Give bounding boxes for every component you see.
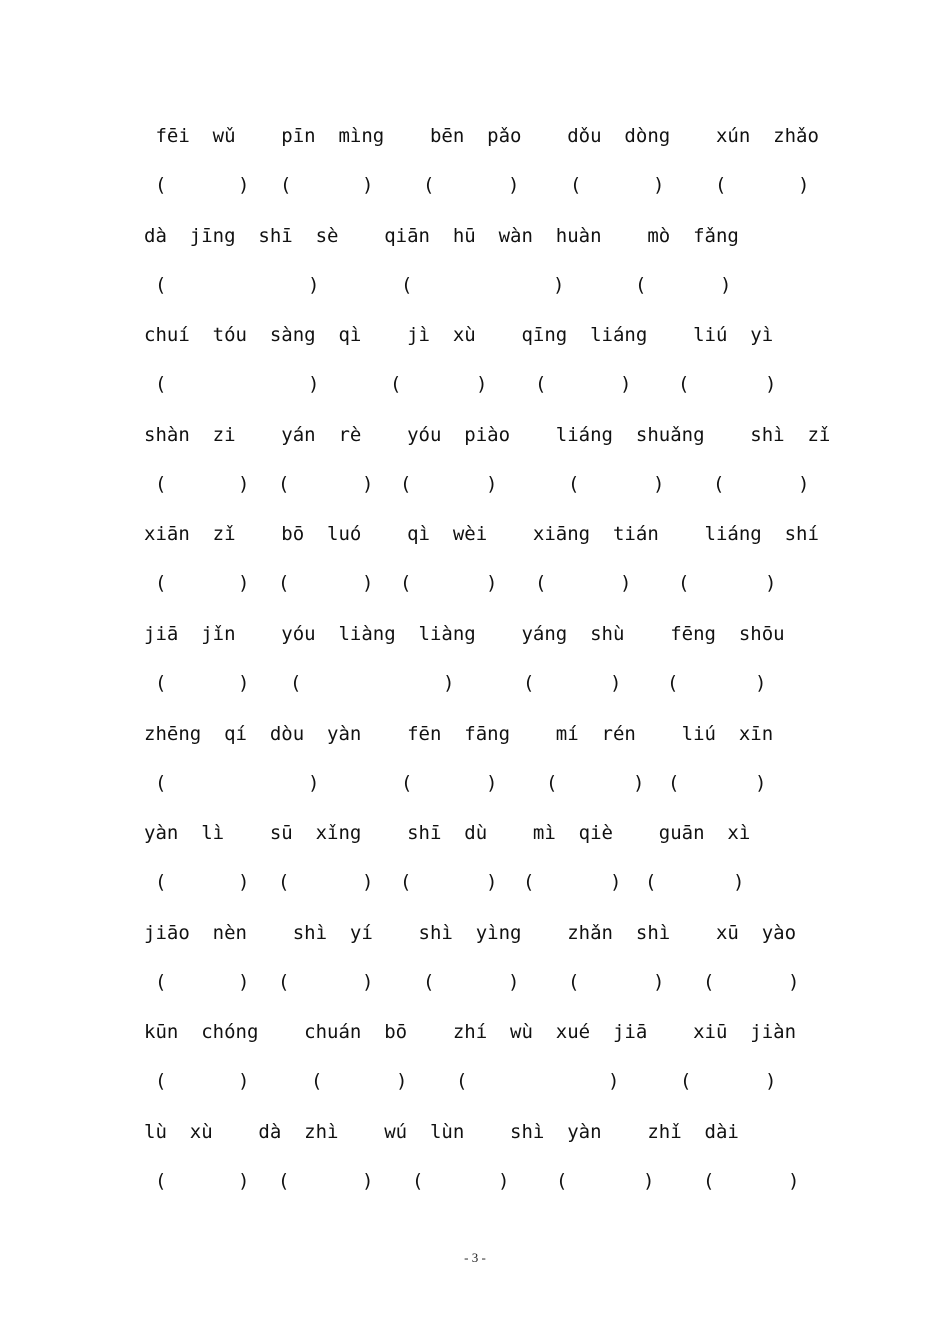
answer-blank[interactable] [400, 870, 498, 894]
open-paren: ( [523, 871, 535, 894]
open-paren: ( [311, 1070, 323, 1093]
close-paren: ) [798, 174, 810, 196]
answer-blank[interactable] [645, 870, 745, 894]
answer-blank[interactable] [678, 372, 777, 396]
close-paren: ) [362, 970, 374, 993]
close-paren: ) [755, 672, 767, 694]
answer-blank[interactable] [715, 173, 810, 197]
open-paren: ( [280, 174, 292, 196]
answer-blank[interactable] [278, 1169, 374, 1193]
open-paren: ( [155, 871, 167, 894]
open-paren: ( [278, 572, 290, 595]
open-paren: ( [678, 572, 690, 595]
open-paren: ( [423, 174, 435, 196]
open-paren: ( [668, 771, 680, 794]
close-paren: ) [308, 771, 320, 794]
pinyin-line: chuí tóu sàng qì jì xù qīng liáng liú yì [144, 324, 774, 347]
close-paren: ) [733, 871, 745, 894]
open-paren: ( [278, 1170, 290, 1192]
close-paren: ) [486, 572, 498, 595]
answer-blank[interactable] [523, 870, 622, 894]
answer-blank[interactable] [680, 1069, 777, 1093]
close-paren: ) [765, 1070, 777, 1093]
answer-blank[interactable] [280, 173, 374, 197]
pinyin-line: kūn chóng chuán bō zhí wù xué jiā xiū jiàn [144, 1021, 797, 1044]
answer-blank[interactable] [401, 771, 498, 795]
close-paren: ) [362, 871, 374, 894]
answer-blank[interactable] [568, 970, 665, 994]
answer-blank[interactable] [456, 1069, 620, 1093]
open-paren: ( [703, 970, 715, 993]
close-paren: ) [396, 1070, 408, 1093]
answer-blank[interactable] [155, 372, 320, 396]
open-paren: ( [713, 472, 725, 495]
open-paren: ( [155, 174, 167, 196]
close-paren: ) [238, 871, 250, 894]
open-paren: ( [401, 273, 413, 296]
answer-blank[interactable] [155, 870, 250, 894]
close-paren: ) [608, 1070, 620, 1093]
open-paren: ( [278, 871, 290, 894]
answer-blank[interactable] [667, 671, 767, 695]
answer-blank[interactable] [570, 173, 665, 197]
close-paren: ) [498, 1170, 510, 1192]
pinyin-line: lù xù dà zhì wú lùn shì yàn zhǐ dài [144, 1121, 739, 1143]
close-paren: ) [633, 771, 645, 794]
answer-blank[interactable] [155, 671, 250, 695]
pinyin-line: xiān zǐ bō luó qì wèi xiāng tián liáng shí [144, 523, 819, 546]
open-paren: ( [535, 572, 547, 595]
answer-blank[interactable] [556, 1169, 655, 1193]
answer-blank[interactable] [155, 1069, 250, 1093]
open-paren: ( [680, 1070, 692, 1093]
close-paren: ) [238, 572, 250, 595]
close-paren: ) [610, 871, 622, 894]
answer-blank[interactable] [703, 970, 800, 994]
open-paren: ( [155, 472, 167, 495]
open-paren: ( [568, 970, 580, 993]
answer-blank[interactable] [523, 671, 622, 695]
open-paren: ( [568, 472, 580, 495]
close-paren: ) [238, 1070, 250, 1093]
answer-blank[interactable] [668, 771, 767, 795]
answer-blank[interactable] [401, 273, 565, 297]
open-paren: ( [570, 174, 582, 196]
close-paren: ) [443, 672, 455, 694]
page-number: - 3 - [464, 1250, 486, 1265]
close-paren: ) [238, 970, 250, 993]
answer-blank[interactable] [155, 1169, 250, 1193]
answer-blank[interactable] [535, 571, 632, 595]
answer-blank[interactable] [412, 1169, 510, 1193]
close-paren: ) [486, 472, 498, 495]
answer-blank[interactable] [678, 571, 777, 595]
close-paren: ) [620, 572, 632, 595]
open-paren: ( [390, 373, 402, 396]
close-paren: ) [765, 572, 777, 595]
close-paren: ) [755, 771, 767, 794]
close-paren: ) [765, 373, 777, 396]
open-paren: ( [645, 871, 657, 894]
close-paren: ) [238, 472, 250, 495]
close-paren: ) [486, 771, 498, 794]
close-paren: ) [653, 970, 665, 993]
open-paren: ( [155, 572, 167, 595]
open-paren: ( [546, 771, 558, 794]
answer-blank[interactable] [278, 970, 374, 994]
open-paren: ( [155, 1070, 167, 1093]
open-paren: ( [401, 771, 413, 794]
close-paren: ) [508, 174, 520, 196]
close-paren: ) [620, 373, 632, 396]
open-paren: ( [523, 672, 535, 694]
answer-blank[interactable] [535, 372, 632, 396]
answer-blank[interactable] [155, 472, 250, 496]
close-paren: ) [643, 1170, 655, 1192]
open-paren: ( [556, 1170, 568, 1192]
close-paren: ) [238, 174, 250, 196]
answer-blank[interactable] [155, 273, 320, 297]
close-paren: ) [362, 572, 374, 595]
open-paren: ( [400, 871, 412, 894]
close-paren: ) [798, 472, 810, 495]
answer-blank[interactable] [155, 173, 250, 197]
open-paren: ( [155, 1170, 167, 1192]
open-paren: ( [715, 174, 727, 196]
pinyin-line: shàn zi yán rè yóu piào liáng shuǎng shì zǐ [144, 423, 831, 446]
close-paren: ) [238, 1170, 250, 1192]
open-paren: ( [155, 672, 167, 694]
answer-blank[interactable] [568, 472, 665, 496]
close-paren: ) [308, 373, 320, 396]
close-paren: ) [476, 373, 488, 396]
close-paren: ) [238, 672, 250, 694]
pinyin-line: fēi wǔ pīn mìng bēn pǎo dǒu dòng xún zhǎo [144, 125, 819, 147]
open-paren: ( [400, 472, 412, 495]
close-paren: ) [508, 970, 520, 993]
answer-blank[interactable] [703, 1169, 800, 1193]
pinyin-line: dà jīng shī sè qiān hū wàn huàn mò fǎng [144, 224, 739, 247]
answer-blank[interactable] [713, 472, 810, 496]
open-paren: ( [535, 373, 547, 396]
close-paren: ) [720, 273, 732, 296]
open-paren: ( [400, 572, 412, 595]
pinyin-line: yàn lì sū xǐng shī dù mì qiè guān xì [144, 822, 751, 845]
close-paren: ) [653, 174, 665, 196]
answer-blank[interactable] [423, 173, 520, 197]
open-paren: ( [155, 373, 167, 396]
answer-blank[interactable] [423, 970, 520, 994]
open-paren: ( [423, 970, 435, 993]
close-paren: ) [653, 472, 665, 495]
open-paren: ( [667, 672, 679, 694]
open-paren: ( [278, 472, 290, 495]
pinyin-line: jiā jǐn yóu liàng liàng yáng shù fēng shōu [144, 623, 785, 645]
open-paren: ( [155, 970, 167, 993]
open-paren: ( [278, 970, 290, 993]
close-paren: ) [362, 472, 374, 495]
open-paren: ( [635, 273, 647, 296]
answer-blank[interactable] [390, 372, 488, 396]
open-paren: ( [155, 771, 167, 794]
answer-blank[interactable] [635, 273, 732, 297]
open-paren: ( [290, 672, 302, 694]
answer-blank[interactable] [546, 771, 645, 795]
close-paren: ) [362, 174, 374, 196]
close-paren: ) [553, 273, 565, 296]
answer-blank[interactable] [155, 970, 250, 994]
open-paren: ( [703, 1170, 715, 1192]
answer-blank[interactable] [155, 571, 250, 595]
pinyin-line: jiāo nèn shì yí shì yìng zhǎn shì xū yào [144, 921, 797, 944]
open-paren: ( [155, 273, 167, 296]
answer-blank[interactable] [311, 1069, 408, 1093]
answer-blank[interactable] [155, 771, 320, 795]
open-paren: ( [678, 373, 690, 396]
pinyin-line: zhēng qí dòu yàn fēn fāng mí rén liú xīn [144, 722, 774, 745]
close-paren: ) [788, 1170, 800, 1192]
answer-blank[interactable] [400, 472, 498, 496]
close-paren: ) [788, 970, 800, 993]
open-paren: ( [412, 1170, 424, 1192]
answer-blank[interactable] [400, 571, 498, 595]
close-paren: ) [362, 1170, 374, 1192]
close-paren: ) [610, 672, 622, 694]
answer-blank[interactable] [278, 571, 374, 595]
close-paren: ) [486, 871, 498, 894]
open-paren: ( [456, 1070, 468, 1093]
close-paren: ) [308, 273, 320, 296]
answer-blank[interactable] [278, 870, 374, 894]
answer-blank[interactable] [290, 671, 455, 695]
answer-blank[interactable] [278, 472, 374, 496]
